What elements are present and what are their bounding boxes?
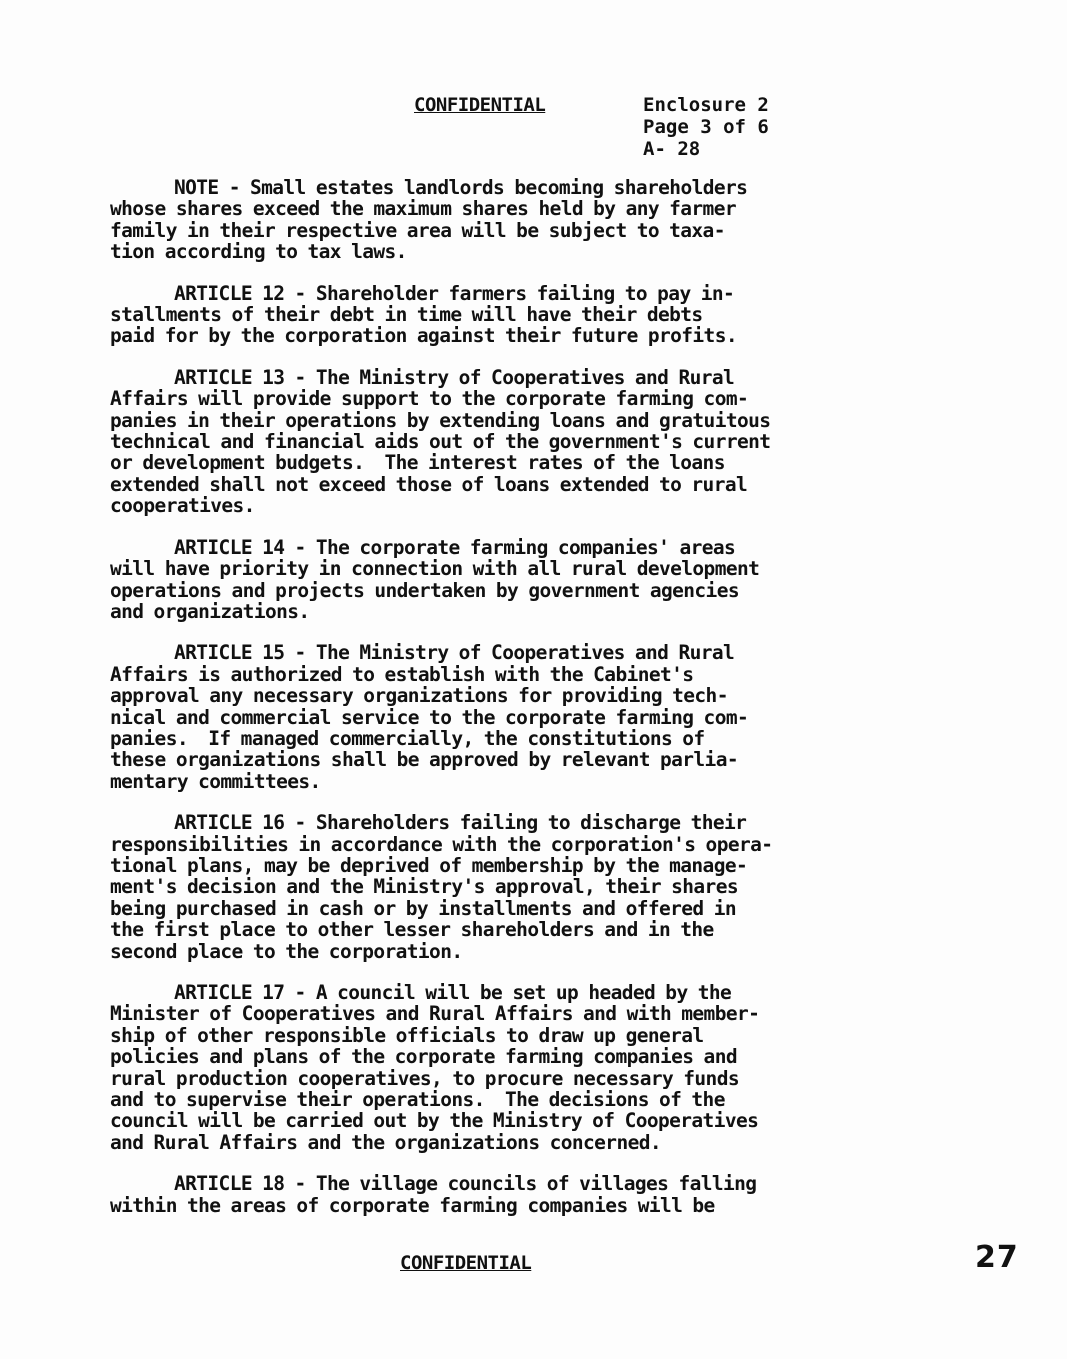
footer-classification: CONFIDENTIAL <box>400 1252 532 1274</box>
text-line: cooperatives. <box>110 494 255 518</box>
text-line: ment's decision and the Ministry's approval, their shares <box>110 875 738 899</box>
text-line: the first place to other lesser shareholders and in the <box>110 918 714 942</box>
text-line: operations and projects undertaken by government agencies <box>110 578 739 602</box>
text-line: ARTICLE 13 - The Ministry of Cooperatives and Rural <box>174 365 735 389</box>
paragraph-article-18 <box>110 1173 870 1216</box>
paragraph-article-16 <box>110 812 870 962</box>
paragraph-note <box>110 177 870 263</box>
text-line: mentary committees. <box>110 769 321 793</box>
text-line: whose shares exceed the maximum shares held by any farmer <box>110 197 736 221</box>
text-line: ARTICLE 16 - Shareholders failing to discharge their <box>174 811 747 835</box>
text-line: NOTE - Small estates landlords becoming shareholders <box>174 176 748 199</box>
text-line: ARTICLE 15 - The Ministry of Cooperatives and Rural <box>174 641 735 665</box>
text-line: family in their respective area will be subject to taxa- <box>110 218 725 242</box>
text-line: technical and financial aids out of the government's current <box>110 430 771 454</box>
text-line: rural production cooperatives, to procure necessary funds <box>110 1066 739 1090</box>
text-line: and organizations. <box>110 599 310 623</box>
document-body <box>110 177 870 1216</box>
text-line: being purchased in cash or by installments and offered in <box>110 896 736 920</box>
enclosure-label: Enclosure 2 <box>643 94 769 116</box>
text-line: ARTICLE 18 - The village councils of villages falling <box>174 1172 757 1196</box>
text-line: ship of other responsible officials to draw up general <box>110 1023 704 1047</box>
text-line: and to supervise their operations. The decisions of the <box>110 1088 725 1112</box>
text-line: or development budgets. The interest rates of the loans <box>110 451 725 475</box>
text-line: tional plans, may be deprived of membership by the manage- <box>110 853 748 877</box>
text-line: Affairs is authorized to establish with the Cabinet's <box>110 662 694 686</box>
text-line: within the areas of corporate farming companies will be <box>110 1193 715 1217</box>
text-line: will have priority in connection with all rural development <box>110 557 760 581</box>
text-line: tion according to tax laws. <box>110 240 407 264</box>
text-line: panies. If managed commercially, the constitutions of <box>110 726 705 750</box>
page-of-label: Page 3 of 6 <box>643 116 769 138</box>
text-line: second place to the corporation. <box>110 939 463 963</box>
text-line: ARTICLE 14 - The corporate farming companies' areas <box>174 535 736 559</box>
page-number: 27 <box>975 1240 1019 1275</box>
text-line: Minister of Cooperatives and Rural Affairs and with member- <box>110 1002 760 1026</box>
paragraph-article-12 <box>110 283 870 347</box>
paragraph-article-14 <box>110 537 870 623</box>
text-line: stallments of their debt in time will have their debts <box>110 303 703 327</box>
text-line: panies in their operations by extending loans and gratuitous <box>110 408 771 432</box>
paragraph-article-17 <box>110 982 870 1153</box>
text-line: nical and commercial service to the corporate farming com- <box>110 705 749 729</box>
paragraph-article-13 <box>110 367 870 517</box>
document-ref: A- 28 <box>643 138 701 160</box>
paragraph-article-15 <box>110 642 870 792</box>
text-line: responsibilities in accordance with the corporation's opera- <box>110 832 773 856</box>
text-line: extended shall not exceed those of loans extended to rural <box>110 472 748 496</box>
header-classification: CONFIDENTIAL <box>414 94 546 116</box>
text-line: Affairs will provide support to the corporate farming com- <box>110 387 749 411</box>
text-line: council will be carried out by the Ministry of Cooperatives <box>110 1109 759 1133</box>
header-reference-block <box>643 94 769 160</box>
text-line: approval any necessary organizations for providing tech- <box>110 684 728 708</box>
text-line: policies and plans of the corporate farming companies and <box>110 1045 737 1069</box>
text-line: paid for by the corporation against their future profits. <box>110 324 737 348</box>
text-line: and Rural Affairs and the organizations concerned. <box>110 1130 661 1154</box>
text-line: these organizations shall be approved by relevant parlia- <box>110 748 738 772</box>
text-line: ARTICLE 17 - A council will be set up headed by the <box>174 981 732 1004</box>
text-line: ARTICLE 12 - Shareholder farmers failing to pay in- <box>174 281 735 305</box>
